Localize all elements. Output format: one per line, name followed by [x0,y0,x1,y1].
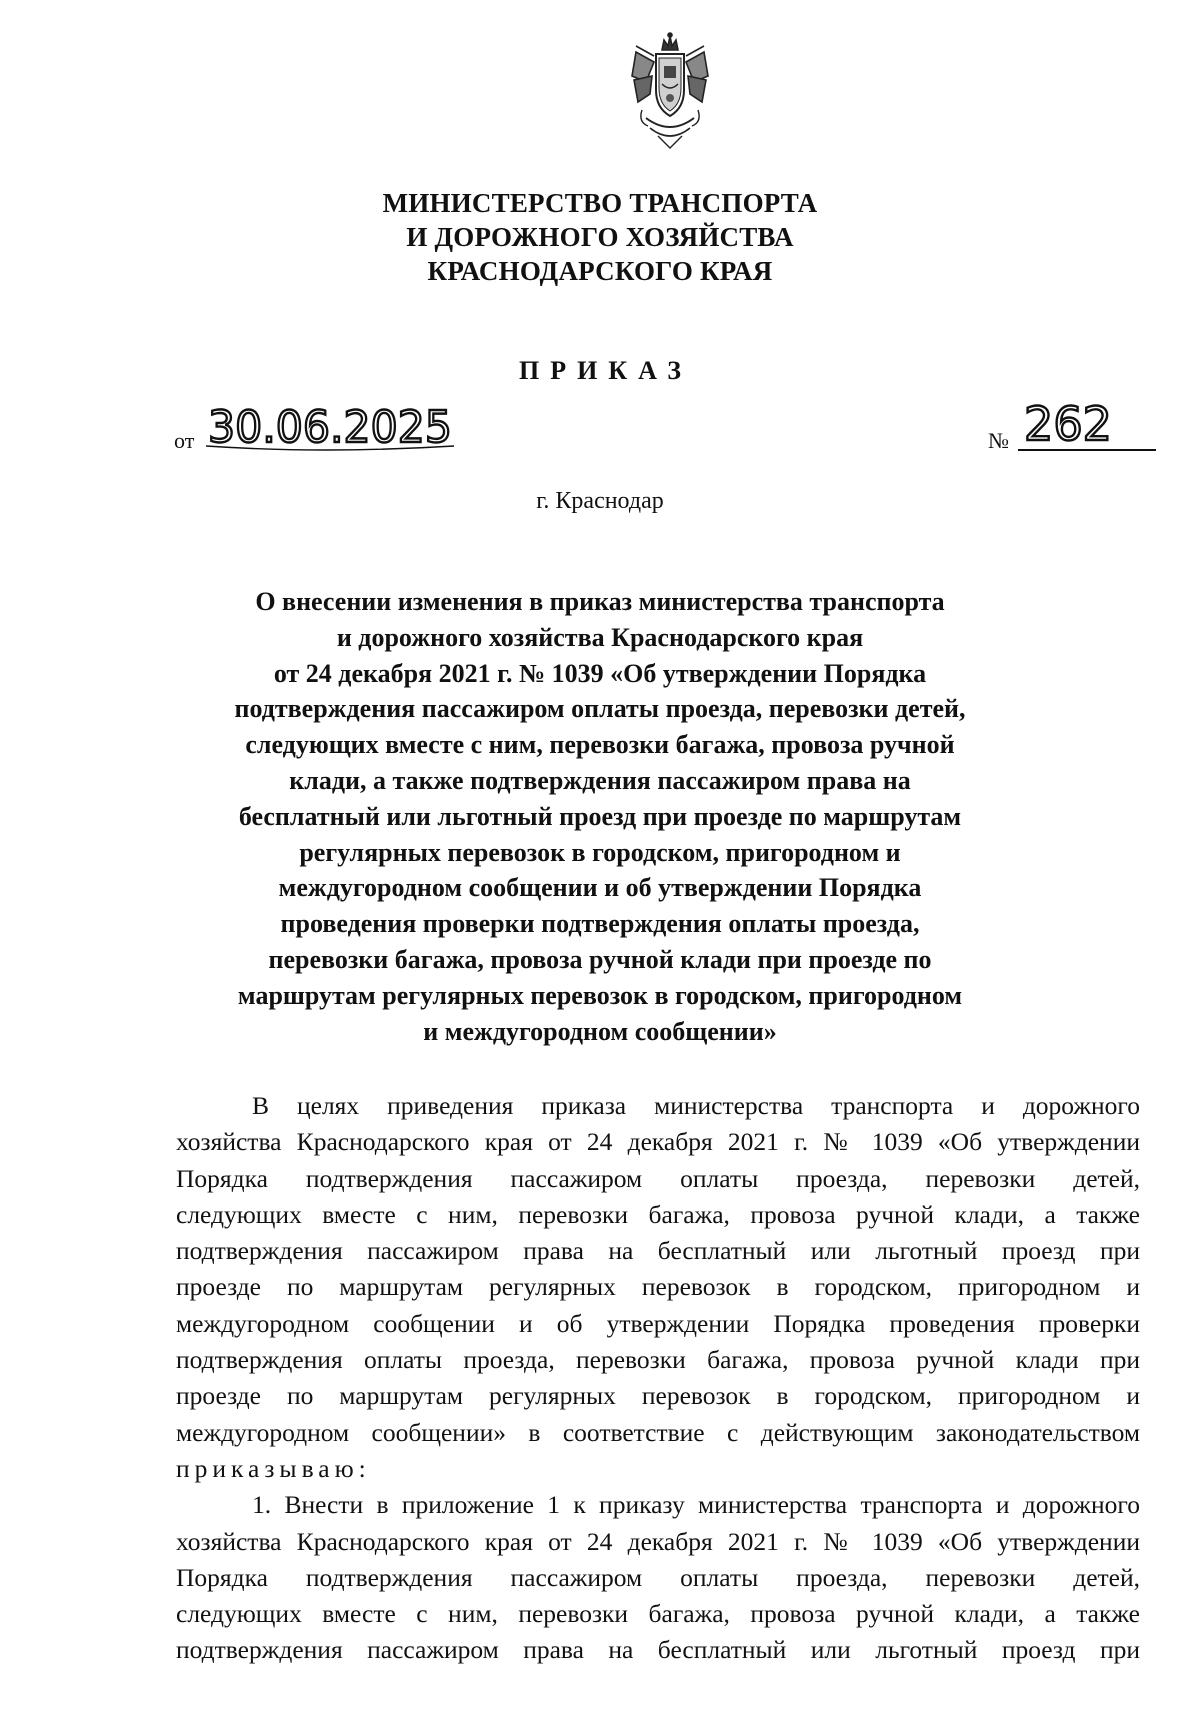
date-prefix: от [174,428,195,453]
subject-line: регулярных перевозок в городском, пригородном и [299,837,901,867]
body-line: подтверждения пассажиром права на бесплатный или льготный проезд при [176,1635,1140,1665]
subject-line: подтверждения пассажиром оплаты проезда, перевозки детей, [234,694,966,724]
body-line: подтверждения пассажиром права на бесплатный или льготный проезд при [176,1236,1140,1266]
subject-line: О внесении изменения в приказ министерства транспорта [255,587,945,616]
body-line-order-word: приказываю: [176,1453,371,1483]
order-number [988,394,1168,458]
number-value: 262 [1024,397,1112,451]
body-line: следующих вместе с ним, перевозки багажа, провоза ручной клади, а также [176,1599,1140,1629]
body-line: хозяйства Краснодарского края от 24 декабря 2021 г. № 1039 «Об утверждении [176,1127,1140,1157]
order-body [176,1088,1140,1669]
ministry-line-1: МИНИСТЕРСТВО ТРАНСПОРТА [382,188,818,218]
body-line: хозяйства Краснодарского края от 24 декабря 2021 г. № 1039 «Об утверждении [176,1526,1140,1556]
body-line-item-1: 1. Внести в приложение 1 к приказу министерства транспорта и дорожного [252,1490,1140,1520]
coat-of-arms-emblem [628,32,712,150]
subject-line: перевозки багажа, провоза ручной клади при проезде по [268,944,932,974]
city-line: г. Краснодар [536,488,664,514]
body-line: проезде по маршрутам регулярных перевозок в городском, пригородном и [176,1272,1140,1302]
body-line: Порядка подтверждения пассажиром оплаты проезда, перевозки детей, [176,1562,1140,1592]
order-subject [0,584,1200,1049]
ministry-line-2: И ДОРОЖНОГО ХОЗЯЙСТВА [406,222,794,252]
number-prefix: № [988,428,1009,453]
subject-line: маршрутам регулярных перевозок в городском, пригородном [237,980,963,1010]
subject-line: следующих вместе с ним, перевозки багажа, провоза ручной [245,730,955,760]
ministry-name [0,186,1200,288]
document-type-title: ПРИКАЗ [518,356,693,385]
handwritten-number [1018,394,1158,458]
order-date [174,396,474,456]
body-line: междугородном сообщении» в соответствие с действующим законодательством [176,1417,1140,1447]
body-line: В целях приведения приказа министерства транспорта и дорожного [252,1091,1140,1120]
body-line: подтверждения оплаты проезда, перевозки багажа, провоза ручной клади при [176,1345,1140,1375]
subject-line: от 24 декабря 2021 г. № 1039 «Об утверждении Порядка [273,658,927,688]
subject-line: междугородном сообщении и об утверждении Порядка [278,873,922,903]
handwritten-date [204,396,464,456]
body-line: междугородном сообщении и об утверждении Порядка проведения проверки [176,1308,1140,1338]
ministry-line-3: КРАСНОДАРСКОГО КРАЯ [427,256,773,286]
body-line: проезде по маршрутам регулярных перевозок в городском, пригородном и [176,1381,1140,1411]
subject-line: проведения проверки подтверждения оплаты проезда, [280,909,920,939]
subject-line: бесплатный или льготный проезд при проезде по маршрутам [238,801,962,831]
body-line: следующих вместе с ним, перевозки багажа, провоза ручной клади, а также [176,1199,1140,1229]
subject-line: и междугородном сообщении» [423,1016,777,1046]
subject-line: и дорожного хозяйства Краснодарского края [336,622,864,652]
date-value: 30.06.2025 [208,402,452,453]
subject-line: клади, а также подтверждения пассажиром права на [289,765,911,795]
body-line: Порядка подтверждения пассажиром оплаты проезда, перевозки детей, [176,1163,1140,1193]
